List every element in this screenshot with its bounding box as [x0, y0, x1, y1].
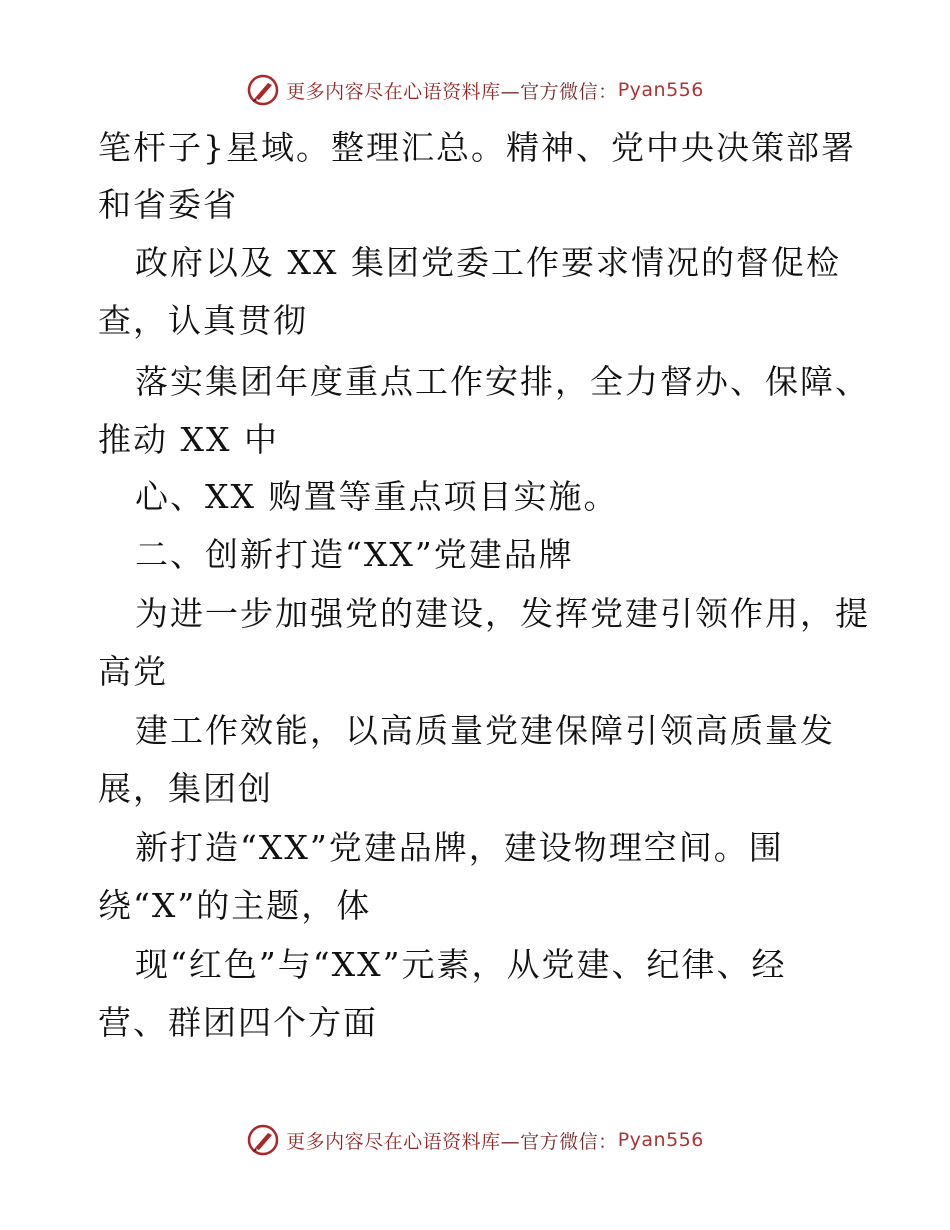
body-line: 政府以及 XX 集团党委工作要求情况的督促检	[135, 243, 841, 282]
body-line: 建工作效能，以高质量党建保障引领高质量发	[135, 711, 835, 750]
body-line: 推动 XX 中	[98, 420, 279, 459]
watermark-wechat-id: Pyan556	[617, 1129, 704, 1151]
body-line: 笔杆子}星域。整理汇总。精神、党中央决策部署	[98, 128, 856, 167]
body-line: 高党	[98, 652, 168, 691]
pen-logo-icon	[246, 73, 280, 107]
watermark-sub-text: —官方微信：	[500, 1130, 618, 1153]
body-line: 现“红色”与“XX”元素，从党建、纪律、经	[135, 945, 787, 984]
body-line: 查，认真贯彻	[98, 301, 308, 340]
header-watermark	[0, 72, 950, 108]
footer-watermark	[0, 1122, 950, 1158]
watermark-main-text: 更多内容尽在心语资料库	[286, 1130, 501, 1153]
body-line: 为进一步加强党的建设，发挥党建引领作用，提	[135, 594, 870, 633]
body-line: 和省委省	[98, 185, 238, 224]
body-line: 落实集团年度重点工作安排，全力督办、保障、	[135, 362, 870, 401]
body-line: 展，集团创	[98, 769, 273, 808]
body-line: 营、群团四个方面	[98, 1003, 378, 1042]
body-line: 新打造“XX”党建品牌，建设物理空间。围	[135, 828, 784, 867]
body-line: 绕“X”的主题，体	[98, 886, 372, 925]
watermark-sub-text: —官方微信：	[500, 80, 618, 103]
body-line: 心、XX 购置等重点项目实施。	[135, 477, 619, 516]
pen-logo-icon	[246, 1123, 280, 1157]
section-heading: 二、创新打造“XX”党建品牌	[135, 535, 574, 574]
watermark-main-text: 更多内容尽在心语资料库	[286, 80, 501, 103]
watermark-wechat-id: Pyan556	[617, 79, 704, 101]
